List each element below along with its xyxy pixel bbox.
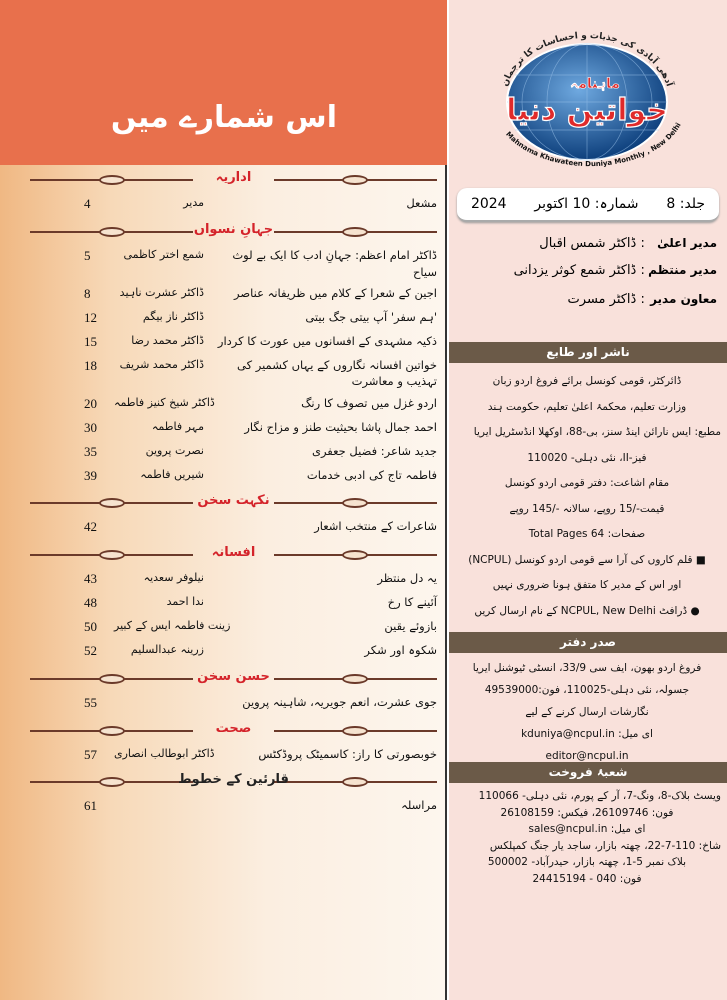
svg-text:آدھی آبادی کی جذبات و احساسات: آدھی آبادی کی جذبات و احساسات کا ترجمان (500, 30, 674, 88)
entry-title: اردو غزل میں تصوف کا رنگ (301, 396, 437, 411)
page-title: اس شمارے میں (110, 100, 337, 135)
entry-author: نیلوفر سعدیہ (143, 571, 204, 585)
info-line: فروغ اردو بھون، ایف سی 33/9، انسٹی ٹیوشنل ایریا (472, 662, 702, 674)
entry-page: 30 (84, 419, 97, 435)
entry-title: اجین کے شعرا کے کلام میں ظریفانہ عناصر (233, 286, 437, 301)
toc-entry (0, 591, 445, 615)
table-of-contents (0, 168, 445, 818)
entry-page: 61 (84, 798, 97, 814)
info-line: جسولہ، نئی دہلی-110025، فون:49539000 (484, 684, 690, 696)
entry-page: 20 (84, 396, 97, 412)
entry-title: یہ دل منتظر (377, 571, 437, 586)
toc-entry (0, 794, 445, 818)
editor-in-chief: مدیر اعلیٰ : ڈاکٹر شمس اقبال (539, 236, 717, 251)
info-line: فون: 040 - 24415194 (532, 872, 642, 885)
toc-entry (0, 306, 445, 330)
entry-title: ذکیہ مشہدی کے افسانوں میں عورت کا کردار (217, 333, 437, 348)
svg-text:ماہنامہ: ماہنامہ (570, 76, 620, 92)
toc-entry (0, 392, 445, 416)
issue-number: شمارہ: 10 اکتوبر (534, 196, 639, 212)
entry-author: نصرت پروین (145, 443, 204, 457)
entry-author: مدیر (183, 196, 204, 209)
entry-author: ڈاکٹر ناز بیگم (142, 310, 204, 324)
entry-author: ڈاکٹر شیخ کنیز فاطمہ (114, 396, 215, 410)
entry-title: مراسلہ (401, 798, 437, 813)
entry-page: 4 (84, 196, 91, 211)
toc-entry (0, 743, 445, 767)
publisher-heading: ناشر اور طابع (449, 342, 727, 363)
assistant-editor: معاون مدیر : ڈاکٹر مسرت (567, 292, 717, 307)
volume: جلد: 8 (666, 196, 706, 212)
issue-year: 2024 (470, 196, 507, 212)
section-title: افسانہ (211, 545, 256, 561)
entry-title: مشعل (406, 196, 437, 210)
info-line: اور اس کے مدیر کا متفق ہونا ضروری نہیں (492, 579, 682, 591)
info-line: ای میل: kduniya@ncpul.in (521, 728, 653, 740)
toc-entry (0, 515, 445, 539)
entry-page: 57 (84, 746, 97, 762)
entry-title: آئینے کا رخ (387, 595, 437, 610)
section-title: اداریہ (215, 170, 252, 185)
info-line: فیز-II، نئی دہلی- 110020 (527, 451, 647, 464)
section-divider (30, 719, 437, 743)
toc-entry (0, 244, 445, 282)
section-divider (30, 491, 437, 515)
section-title: نکہت سخن (197, 493, 270, 509)
info-line: ■ قلم کاروں کی آرا سے قومی اردو کونسل (NCPUL) (468, 553, 706, 566)
entry-page: 39 (84, 467, 97, 483)
info-line: شاخ: 110-7-22، چھتہ بازار، ساجد یار جنگ کمپلکس (489, 839, 721, 852)
entry-author: زرینہ عبدالسلیم (130, 642, 204, 656)
info-line: صفحات: 64 Total Pages (528, 528, 646, 540)
entry-author: شمع اختر کاظمی (123, 247, 204, 261)
entry-title: شکوہ اور شکر (364, 642, 437, 657)
entry-page: 42 (84, 519, 97, 535)
entry-author: ڈاکٹر محمد شریف (119, 357, 204, 371)
entry-author: ندا احمد (166, 595, 204, 609)
toc-entry (0, 330, 445, 354)
toc-entry (0, 354, 445, 392)
info-line: editor@ncpul.in (545, 750, 629, 762)
info-line: نگارشات ارسال کرنے کے لیے (525, 706, 649, 718)
entry-author: ڈاکٹر ابوطالب انصاری (114, 746, 215, 760)
masthead-panel (449, 0, 727, 1000)
entry-author: ڈاکٹر محمد رضا (131, 333, 204, 347)
entry-page: 43 (84, 571, 97, 587)
section-divider (30, 667, 437, 691)
info-line: قیمت-/15 روپے، سالانہ -/145 روپے (509, 502, 665, 515)
info-line: وزارت تعلیم، محکمۂ اعلیٰ تعلیم، حکومت ہند (487, 400, 687, 413)
entry-page: 35 (84, 443, 97, 459)
section-divider (30, 168, 437, 192)
entry-author: شیریں فاطمہ (140, 467, 204, 481)
section-divider (30, 220, 437, 244)
entry-page: 52 (84, 642, 97, 658)
toc-entry (0, 282, 445, 306)
toc-entry (0, 639, 445, 663)
section-title: صحت (215, 720, 252, 736)
svg-text:Mahnama Khawateen Duniya Month: Mahnama Khawateen Duniya Monthly , New Delhi (504, 121, 683, 169)
toc-entry (0, 440, 445, 464)
info-line: ویسٹ بلاک-8، ونگ-7، آر کے پورم، نئی دہلی- 110066 (478, 790, 721, 802)
toc-entry (0, 192, 445, 216)
info-line: ای میل: sales@ncpul.in (528, 823, 646, 835)
info-line: فون: 26109746، فیکس: 26108159 (500, 806, 674, 819)
entry-page: 12 (84, 310, 97, 326)
entry-title: بازوئے یقین (384, 618, 437, 633)
info-line: ● ڈرافٹ NCPUL, New Delhi کے نام ارسال کریں (474, 604, 700, 617)
entry-title: شاعرات کے منتخب اشعار (314, 519, 437, 534)
info-line: بلاک نمبر 5-1، چھتہ بازار، حیدرآباد- 500002 (487, 856, 687, 868)
entry-author: مہر فاطمہ (151, 419, 204, 433)
toc-entry (0, 416, 445, 440)
entry-title: ڈاکٹر امام اعظم: جہانِ ادب کا ایک بے لوث سیاح (232, 247, 437, 279)
info-line: مطبع: ایس نارائن اینڈ سنز، بی-88، اوکھلا انڈسٹریل ایریا (473, 426, 721, 438)
issue-info (457, 188, 719, 222)
toc-entry (0, 464, 445, 488)
section-title: قارئین کے خطوط (178, 772, 289, 788)
section-divider (30, 543, 437, 567)
toc-entry (0, 615, 445, 639)
entry-title: احمد جمال پاشا بحیثیت طنز و مزاح نگار (244, 419, 437, 434)
toc-entry (0, 567, 445, 591)
magazine-logo (475, 20, 699, 170)
info-line: مقام اشاعت: دفتر قومی اردو کونسل (504, 477, 670, 489)
head-office-heading: صدر دفتر (449, 632, 727, 653)
entry-page: 55 (84, 694, 97, 710)
entry-page: 5 (84, 247, 91, 263)
toc-entry (0, 691, 445, 715)
contents-banner (0, 0, 447, 165)
managing-editor: مدیر منتظم : ڈاکٹر شمع کوثر یزدانی (513, 263, 717, 278)
entry-title: فاطمہ تاج کی ادبی خدمات (306, 467, 437, 482)
entry-title: جدید شاعر: فضیل جعفری (311, 443, 437, 458)
entry-page: 15 (84, 333, 97, 349)
section-title: جہانِ نسواں (193, 221, 274, 237)
info-line: ڈائرکٹر، قومی کونسل برائے فروغ اردو زبان (492, 375, 682, 387)
entry-page: 18 (84, 357, 97, 373)
svg-text:خواتین دنیا: خواتین دنیا (506, 93, 668, 128)
section-divider (30, 770, 437, 794)
entry-title: خواتین افسانہ نگاروں کے یہاں کشمیر کی تہذیب و معاشرت (237, 357, 437, 389)
entry-title: جوی عشرت، انعم جویریہ، شاہینہ پروین (242, 694, 437, 709)
entry-page: 50 (84, 618, 97, 634)
section-title: حسن سخن (197, 668, 270, 684)
entry-page: 8 (84, 286, 91, 302)
entry-title: خوبصورتی کا راز: کاسمیٹک پروڈکٹس (258, 746, 437, 761)
entry-author: زینت فاطمہ ایس کے کبیر (114, 618, 231, 632)
entry-title: 'ہم سفر' آپ بیتی جگ بیتی (305, 310, 437, 325)
entry-page: 48 (84, 595, 97, 611)
entry-author: ڈاکٹر عشرت ناہید (119, 286, 204, 300)
sales-heading: شعبۂ فروخت (449, 762, 727, 783)
